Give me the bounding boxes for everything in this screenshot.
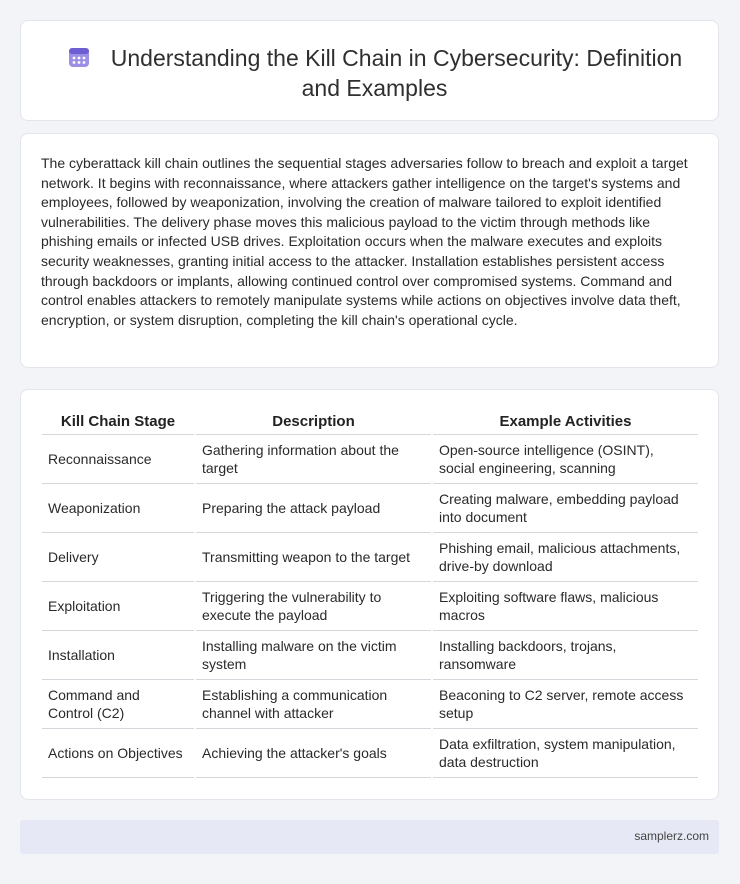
intro-paragraph: The cyberattack kill chain outlines the sequential stages adversaries follow to breach and exploit a target network. It begins with reconnaissance, where attackers gather intelligence on the target's systems and employees, followed by weaponization, involving the creation of malware tailored to exploit identified vulnerabilities. The delivery phase moves this malicious payload to the victim through methods like phishing emails or infected USB drives. Exploitation occurs when the malware executes and exploits security weaknesses, granting initial access to the attacker. Installation establishes persistent access through backdoors or implants, allowing continued control over compromised systems. Command and control enables attackers to remotely manipulate systems while actions on objectives involve data theft, encryption, or system disruption, completing the kill chain's operational cycle. [41, 155, 688, 328]
table-header-row [42, 412, 698, 434]
calendar-grid-icon [67, 45, 91, 69]
page-title: Understanding the Kill Chain in Cybersecurity: Definition and Examples [110, 45, 683, 101]
column-header-stage: Kill Chain Stage [42, 412, 195, 434]
cell-stage: Delivery [42, 532, 195, 581]
cell-examples: Phishing email, malicious attachments, drive-by download [432, 532, 698, 581]
cell-stage: Weaponization [42, 483, 195, 532]
cell-stage: Exploitation [42, 581, 195, 630]
cell-description: Gathering information about the target [195, 434, 432, 483]
footer-bar [20, 820, 719, 854]
kill-chain-table [42, 412, 698, 778]
page-title-row [51, 43, 698, 103]
table-row [42, 630, 698, 679]
cell-examples: Data exfiltration, system manipulation, data destruction [432, 728, 698, 777]
cell-description: Preparing the attack payload [195, 483, 432, 532]
table-card [20, 389, 719, 800]
table-row [42, 679, 698, 728]
cell-examples: Beaconing to C2 server, remote access setup [432, 679, 698, 728]
cell-description: Installing malware on the victim system [195, 630, 432, 679]
cell-examples: Open-source intelligence (OSINT), social engineering, scanning [432, 434, 698, 483]
cell-stage: Command and Control (C2) [42, 679, 195, 728]
table-row [42, 728, 698, 777]
intro-card [20, 133, 719, 368]
footer-site-link[interactable]: samplerz.com [634, 829, 709, 843]
table-row [42, 532, 698, 581]
cell-examples: Installing backdoors, trojans, ransomware [432, 630, 698, 679]
cell-examples: Creating malware, embedding payload into document [432, 483, 698, 532]
title-card [20, 20, 719, 121]
cell-description: Achieving the attacker's goals [195, 728, 432, 777]
table-row [42, 483, 698, 532]
cell-examples: Exploiting software flaws, malicious macros [432, 581, 698, 630]
cell-description: Triggering the vulnerability to execute the payload [195, 581, 432, 630]
cell-stage: Reconnaissance [42, 434, 195, 483]
cell-description: Establishing a communication channel with attacker [195, 679, 432, 728]
column-header-description: Description [195, 412, 432, 434]
table-row [42, 581, 698, 630]
table-row [42, 434, 698, 483]
cell-description: Transmitting weapon to the target [195, 532, 432, 581]
cell-stage: Actions on Objectives [42, 728, 195, 777]
column-header-examples: Example Activities [432, 412, 698, 434]
cell-stage: Installation [42, 630, 195, 679]
